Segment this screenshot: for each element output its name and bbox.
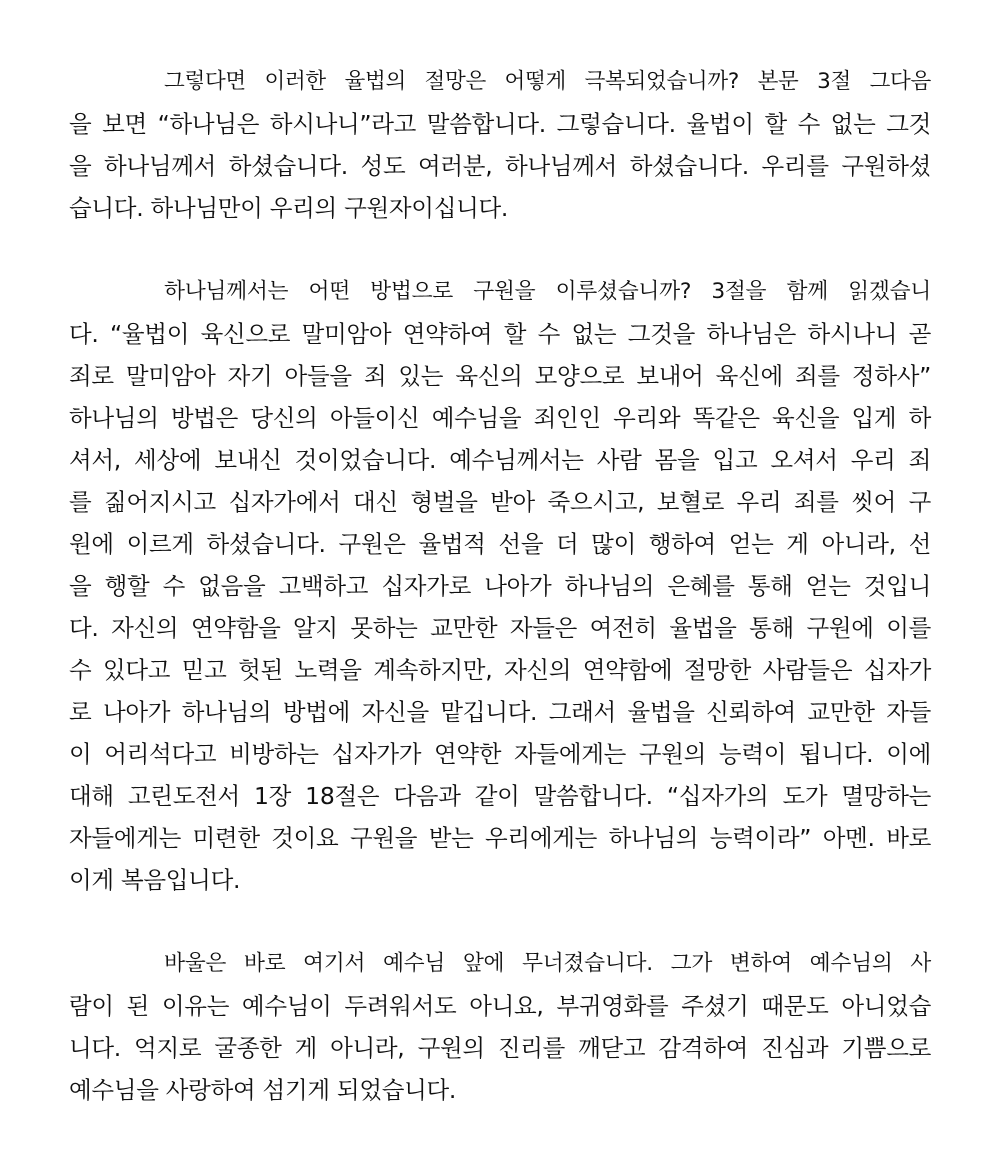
text-line: 을 행할 수 없음을 고백하고 십자가로 나아가 하나님의 은혜를 통해 얻는 것입니	[69, 572, 931, 600]
text-line: 예수님을 사랑하여 섬기게 되었습니다.	[69, 1076, 457, 1104]
text-line: 하나님께서는 어떤 방법으로 구원을 이루셨습니까? 3절을 함께 읽겠습니	[164, 279, 931, 304]
text-line: 자들에게는 미련한 것이요 구원을 받는 우리에게는 하나님의 능력이라” 아멘. 바로	[69, 824, 931, 852]
paragraph-1	[69, 61, 931, 229]
text-line: 그렇다면 이러한 율법의 절망은 어떻게 극복되었습니까? 본문 3절 그다음	[164, 69, 931, 94]
text-line: 이 어리석다고 비방하는 십자가가 연약한 자들에게는 구원의 능력이 됩니다. 이에	[69, 740, 931, 768]
text-line: 대해 고린도전서 1장 18절은 다음과 같이 말씀합니다. “십자가의 도가 멸망하는	[69, 782, 931, 810]
text-line: 다. 자신의 연약함을 알지 못하는 교만한 자들은 여전히 율법을 통해 구원에 이를	[69, 614, 931, 642]
text-line: 이게 복음입니다.	[69, 866, 241, 894]
paragraph-3	[69, 943, 931, 1111]
text-line: 을 하나님께서 하셨습니다. 성도 여러분, 하나님께서 하셨습니다. 우리를 구원하셨	[69, 152, 931, 180]
text-line: 하나님의 방법은 당신의 아들이신 예수님을 죄인인 우리와 똑같은 육신을 입게 하	[69, 404, 931, 432]
document-page	[69, 61, 931, 1111]
text-line: 람이 된 이유는 예수님이 두려워서도 아니요, 부귀영화를 주셨기 때문도 아니었습	[69, 992, 931, 1020]
text-line: 을 보면 “하나님은 하시나니”라고 말씀합니다. 그렇습니다. 율법이 할 수 없는 그것	[69, 110, 931, 138]
text-line: 를 짊어지시고 십자가에서 대신 형벌을 받아 죽으시고, 보혈로 우리 죄를 씻어 구	[69, 488, 931, 516]
text-line: 습니다. 하나님만이 우리의 구원자이십니다.	[69, 194, 509, 222]
text-line: 죄로 말미암아 자기 아들을 죄 있는 육신의 모양으로 보내어 육신에 죄를 정하사”	[69, 362, 931, 390]
text-line: 로 나아가 하나님의 방법에 자신을 맡깁니다. 그래서 율법을 신뢰하여 교만한 자들	[69, 698, 931, 726]
paragraph-2	[69, 271, 931, 901]
text-line: 원에 이르게 하셨습니다. 구원은 율법적 선을 더 많이 행하여 얻는 게 아니라, 선	[69, 530, 931, 558]
text-line: 셔서, 세상에 보내신 것이었습니다. 예수님께서는 사람 몸을 입고 오셔서 우리 죄	[69, 446, 931, 474]
text-line: 바울은 바로 여기서 예수님 앞에 무너졌습니다. 그가 변하여 예수님의 사	[164, 951, 931, 976]
text-line: 수 있다고 믿고 헛된 노력을 계속하지만, 자신의 연약함에 절망한 사람들은 십자가	[69, 656, 931, 684]
text-line: 니다. 억지로 굴종한 게 아니라, 구원의 진리를 깨닫고 감격하여 진심과 기쁨으로	[69, 1034, 931, 1062]
text-line: 다. “율법이 육신으로 말미암아 연약하여 할 수 없는 그것을 하나님은 하시나니 곧	[69, 320, 931, 348]
